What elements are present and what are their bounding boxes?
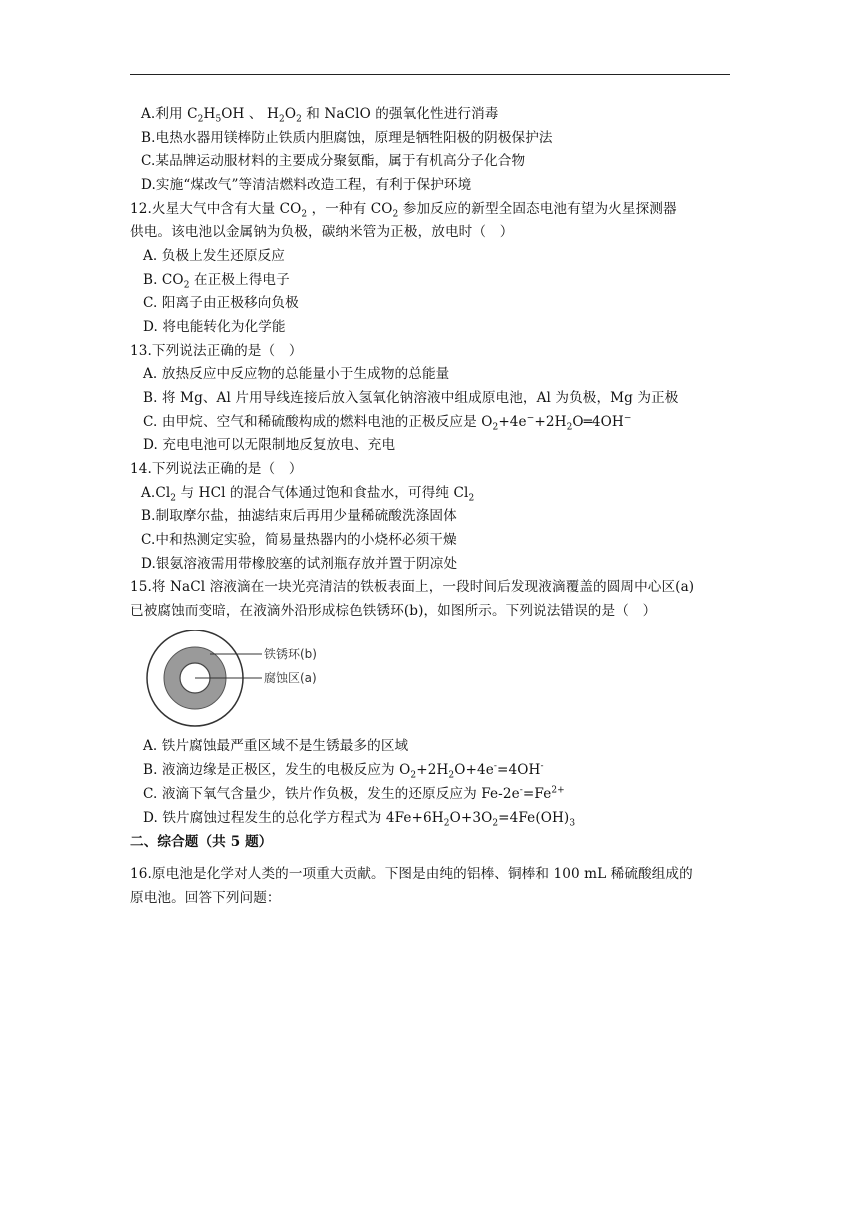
q15-option-d: D. 铁片腐蚀过程发生的总化学方程式为 $4Fe+6H_2O+3O_2=4Fe(OH)_3$ (143, 810, 576, 829)
corrosion-diagram (140, 630, 340, 730)
label-rust-ring: 铁锈环(b) (264, 647, 317, 661)
q16-stem-line1: 16.原电池是化学对人类的一项重大贡献。下图是由纯的铝棒、铜棒和 100 mL 稀硫酸组成的 (130, 866, 693, 882)
corrosion-figure (140, 630, 340, 734)
q14-option-a: $A.Cl_2$ 与 HCl 的混合气体通过饱和食盐水，可得纯 $Cl_2$ (141, 485, 475, 504)
q13-option-b: B. 将 Mg、Al 片用导线连接后放入氢氧化钠溶液中组成原电池，Al 为负极，Mg 为正极 (143, 390, 679, 406)
q14-stem: 14.下列说法正确的是（ ） (130, 461, 303, 477)
q15-stem-line1: 15.将 NaCl 溶液滴在一块光亮清洁的铁板表面上，一段时间后发现液滴覆盖的圆周中心区(a) (130, 579, 695, 595)
q13-option-c: C. 由甲烷、空气和稀硫酸构成的燃料电池的正极反应是 $O_2+4e^-+2H_2O═4OH^-$ (143, 413, 632, 433)
section-heading: 二、综合题（共 5 题） (130, 834, 273, 850)
q15-option-b: B. 液滴边缘是正极区，发生的电极反应为 $O_2+2H_2O+4e^-=4OH^-$ (143, 761, 544, 781)
q11-option-d: D.实施“煤改气”等清洁燃料改造工程，有利于保护环境 (141, 177, 472, 193)
q11-option-a: A.利用 $C_2H_5OH$ 、 $H_2O_2$ 和 NaClO 的强氧化性进行消毒 (141, 106, 499, 125)
q12-option-a: A. 负极上发生还原反应 (143, 248, 286, 264)
q12-option-d: D. 将电能转化为化学能 (143, 319, 286, 335)
q12-stem-line1: 12.火星大气中含有大量 $CO_2$ ，一种有 $CO_2$ 参加反应的新型全固态电池有望为火星探测器 (130, 201, 677, 220)
q14-option-d: D.银氨溶液需用带橡胶塞的试剂瓶存放并置于阴凉处 (141, 556, 458, 572)
q15-stem-line2: 已被腐蚀而变暗，在液滴外沿形成棕色铁锈环(b)，如图所示。下列说法错误的是（ ） (130, 603, 657, 619)
q11-option-c: C.某品牌运动服材料的主要成分聚氨酯，属于有机高分子化合物 (141, 153, 526, 169)
label-corrosion-zone: 腐蚀区(a) (264, 671, 317, 685)
q14-option-b: B.制取摩尔盐，抽滤结束后再用少量稀硫酸洗涤固体 (141, 508, 457, 524)
q15-option-a: A. 铁片腐蚀最严重区域不是生锈最多的区域 (143, 738, 409, 754)
q13-option-a: A. 放热反应中反应物的总能量小于生成物的总能量 (143, 366, 450, 382)
q11-option-b: B.电热水器用镁棒防止铁质内胆腐蚀，原理是牺牲阳极的阴极保护法 (141, 130, 553, 146)
q12-option-c: C. 阳离子由正极移向负极 (143, 295, 299, 311)
q14-option-c: C.中和热测定实验，简易量热器内的小烧杯必须干燥 (141, 532, 457, 548)
q13-stem: 13.下列说法正确的是（ ） (130, 343, 303, 359)
q12-stem-line2: 供电。该电池以金属钠为负极，碳纳米管为正极，放电时（ ） (130, 224, 514, 240)
q16-stem-line2: 原电池。回答下列问题： (130, 890, 281, 906)
header-rule (130, 74, 730, 75)
q15-option-c: C. 液滴下氧气含量少，铁片作负极，发生的还原反应为 $Fe-2e^-=Fe^{2+}$ (143, 785, 565, 802)
q12-option-b: B. $CO_2$ 在正极上得电子 (143, 272, 290, 291)
q13-option-d: D. 充电电池可以无限制地反复放电、充电 (143, 437, 396, 453)
